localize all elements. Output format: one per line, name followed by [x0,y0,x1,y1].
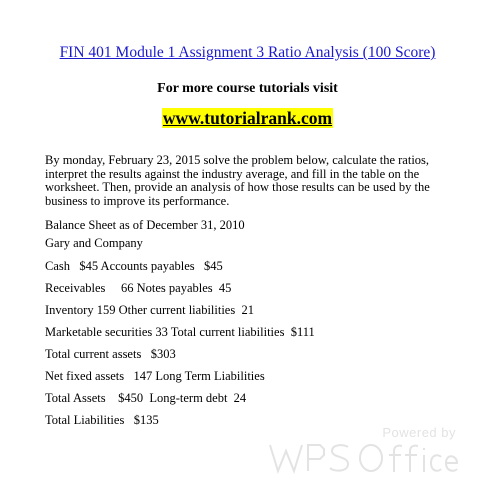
balance-line-total-liabilities: Total Liabilities $135 [45,413,159,427]
wps-watermark [268,425,458,475]
balance-line-inventory: Inventory 159 Other current liabilities 21 [45,303,254,317]
intro-paragraph: By monday, February 23, 2015 solve the problem below, calculate the ratios, interpret the results against the industry average, and fill in the table on the worksheet. Then, provide an analysis of how those results can be used by the business to improve its performance. [45,153,430,208]
balance-line-net-fixed-assets: Net fixed assets 147 Long Term Liabilities [45,369,265,383]
document-title[interactable]: FIN 401 Module 1 Assignment 3 Ratio Analysis (100 Score) [59,44,436,61]
subtitle: For more course tutorials visit [157,81,338,96]
balance-line-marketable-securities: Marketable securities 33 Total current liabilities $111 [45,325,315,339]
balance-sheet-heading: Balance Sheet as of December 31, 2010 [45,218,245,232]
balance-line-receivables: Receivables 66 Notes payables 45 [45,281,232,295]
balance-line-total-current-assets: Total current assets $303 [45,347,176,361]
wps-office-logo [268,441,458,475]
link-wrapper [0,108,495,129]
tutorial-link[interactable]: www.tutorialrank.com [162,108,333,128]
company-name: Gary and Company [45,236,143,250]
watermark-powered-by: Powered by [382,425,456,440]
balance-line-cash: Cash $45 Accounts payables $45 [45,259,223,273]
balance-line-total-assets: Total Assets $450 Long-term debt 24 [45,391,247,405]
